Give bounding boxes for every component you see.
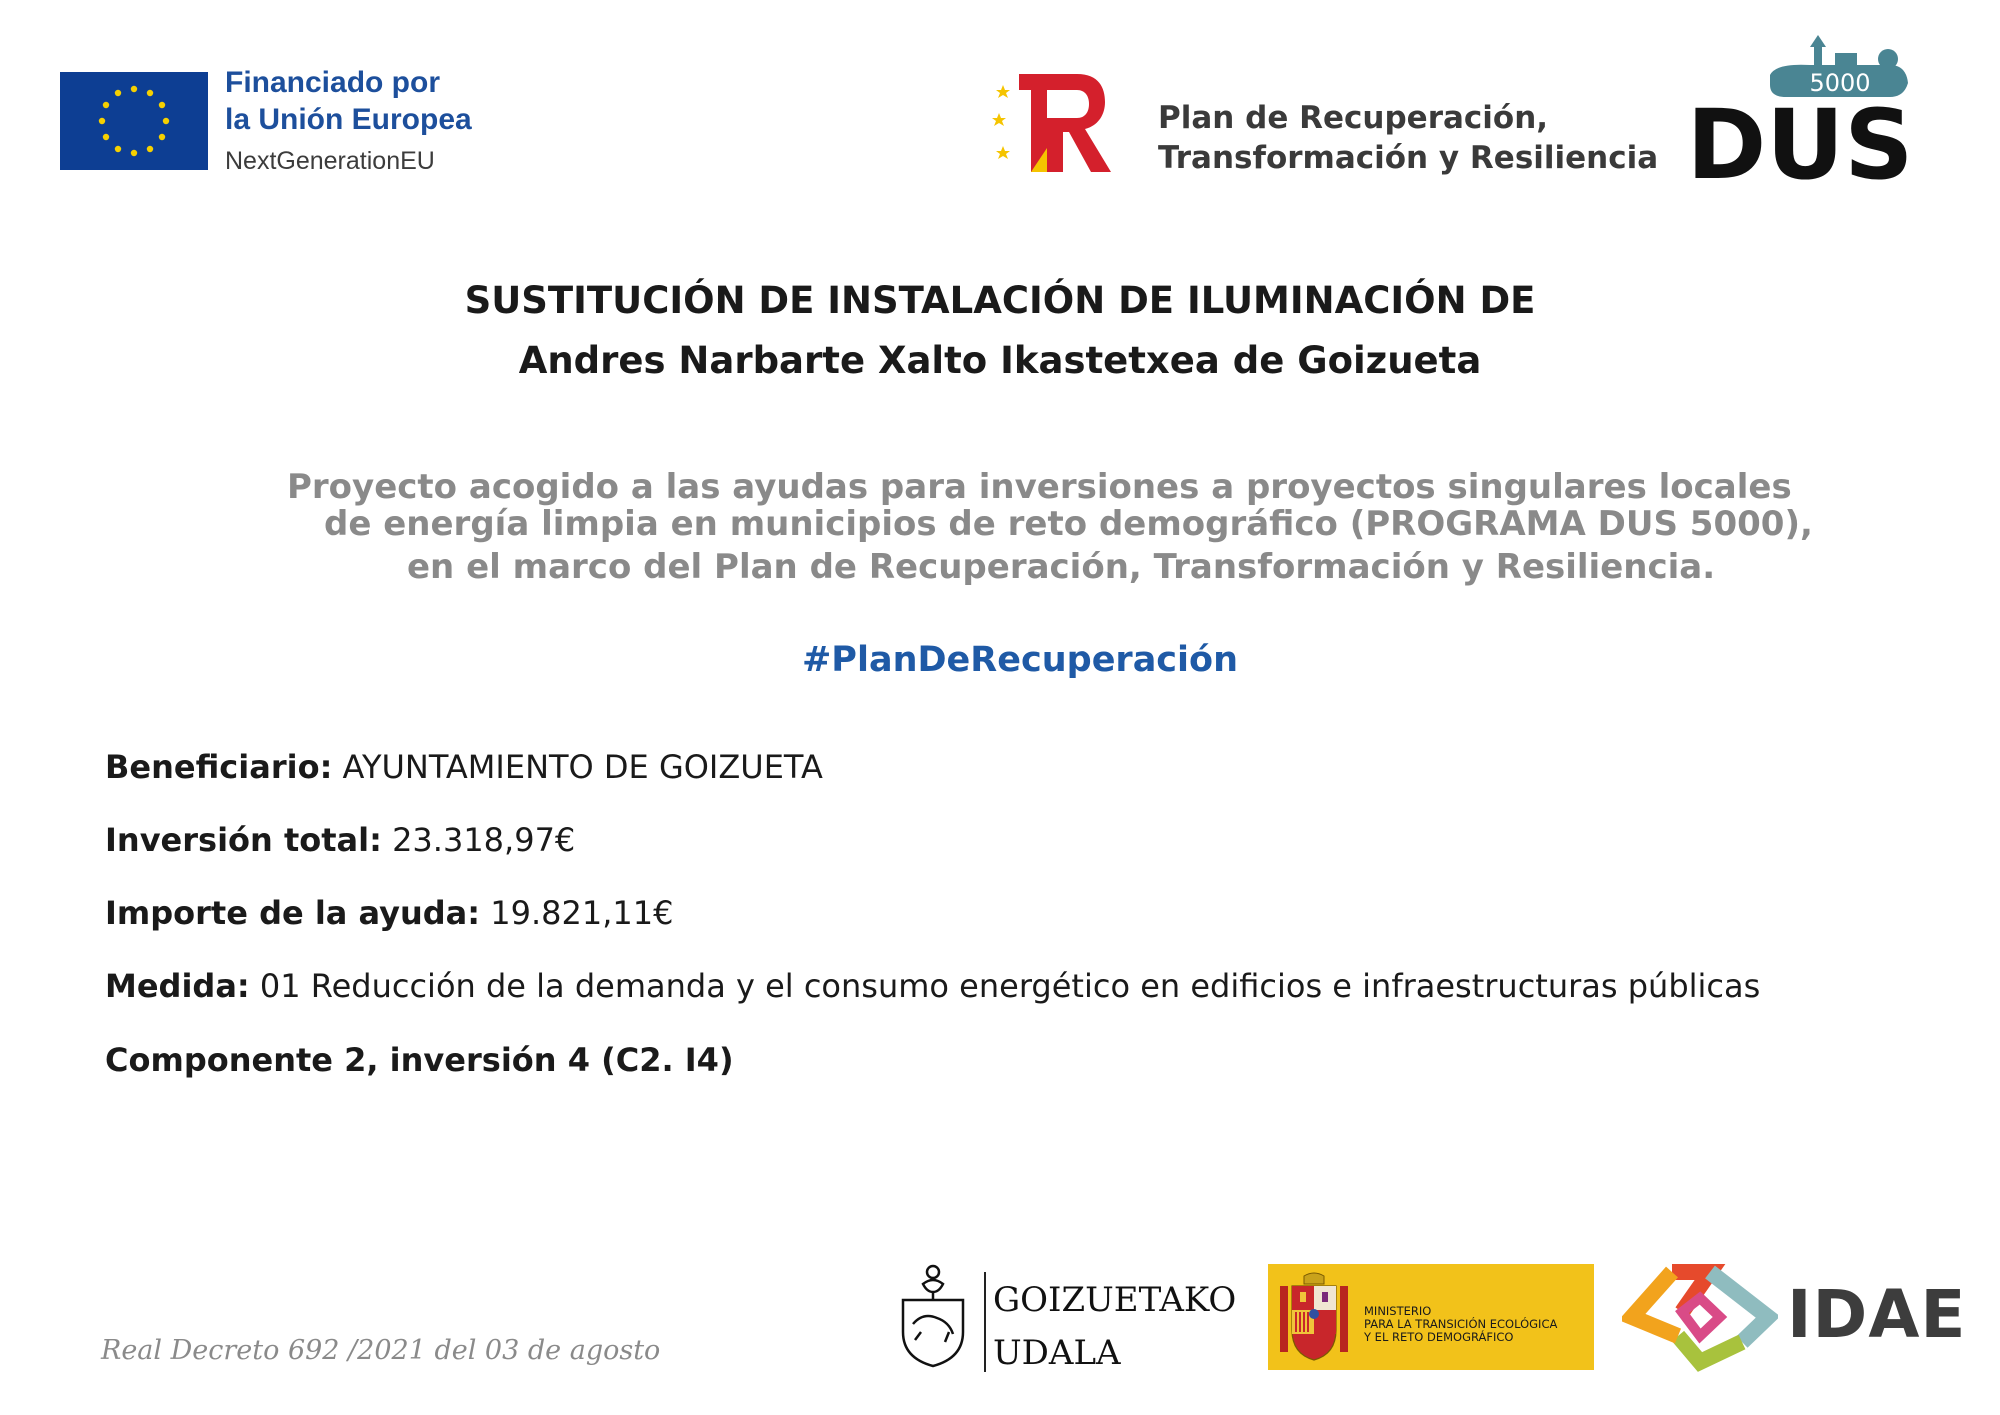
eu-stars [99,86,169,156]
dus-5000-logo [1690,35,1915,185]
aid-label: Importe de la ayuda: [105,894,481,932]
idae-logo-icon [1622,1262,1778,1372]
page-title-line1: SUSTITUCIÓN DE INSTALACIÓN DE ILUMINACIÓN DE [464,279,1536,322]
prtr-line1: Plan de Recuperación, [1158,100,1549,136]
spain-coat-of-arms-icon [1278,1272,1350,1362]
beneficiary-row [105,748,823,786]
intro-line1: Proyecto acogido a las ayudas para inversiones a proyectos singulares locales [287,467,1792,507]
investment-row [105,821,575,859]
measure-row [105,967,1760,1005]
eu-flag-icon [60,72,208,170]
aid-row [105,894,673,932]
idae-wordmark: IDAE [1787,1276,1967,1353]
prtr-line2: Transformación y Resiliencia [1158,140,1659,176]
goizueta-crest-icon [893,1262,973,1372]
goizueta-divider [984,1272,986,1372]
beneficiary-label: Beneficiario: [105,748,333,786]
hashtag: #PlanDeRecuperación [801,640,1239,680]
beneficiary-value: AYUNTAMIENTO DE GOIZUETA [342,748,823,786]
ministerio-line1: MINISTERIO [1364,1304,1432,1318]
investment-value: 23.318,97€ [392,821,576,859]
goizueta-name-line1: GOIZUETAKO [993,1280,1237,1320]
measure-value: 01 Reducción de la demanda y el consumo energético en edificios e infraestructuras públicas [259,967,1761,1005]
component-row: Componente 2, inversión 4 (C2. I4) [105,1041,734,1079]
dus-text: DUS [1690,89,1914,185]
eu-nextgen-label: NextGenerationEU [225,147,435,175]
measure-label: Medida: [105,967,250,1005]
decree-reference: Real Decreto 692 /2021 del 03 de agosto [101,1335,661,1366]
ministerio-line3: Y EL RETO DEMOGRÁFICO [1364,1330,1514,1344]
intro-line2: de energía limpia en municipios de reto demográfico (PROGRAMA DUS 5000), [324,504,1813,544]
ministerio-logo [1268,1264,1594,1370]
ministerio-line2: PARA LA TRANSICIÓN ECOLÓGICA [1364,1317,1558,1331]
prtr-logo-icon [985,68,1120,178]
page-title-line2: Andres Narbarte Xalto Ikastetxea de Goizueta [518,339,1482,382]
aid-value: 19.821,11€ [490,894,674,932]
dus-number: 5000 [1809,69,1871,97]
eu-funding-line1: Financiado por [225,66,441,99]
intro-line3: en el marco del Plan de Recuperación, Transformación y Resiliencia. [407,547,1716,587]
investment-label: Inversión total: [105,821,382,859]
eu-funding-line2: la Unión Europea [225,103,472,136]
goizueta-name-line2: UDALA [993,1333,1121,1373]
